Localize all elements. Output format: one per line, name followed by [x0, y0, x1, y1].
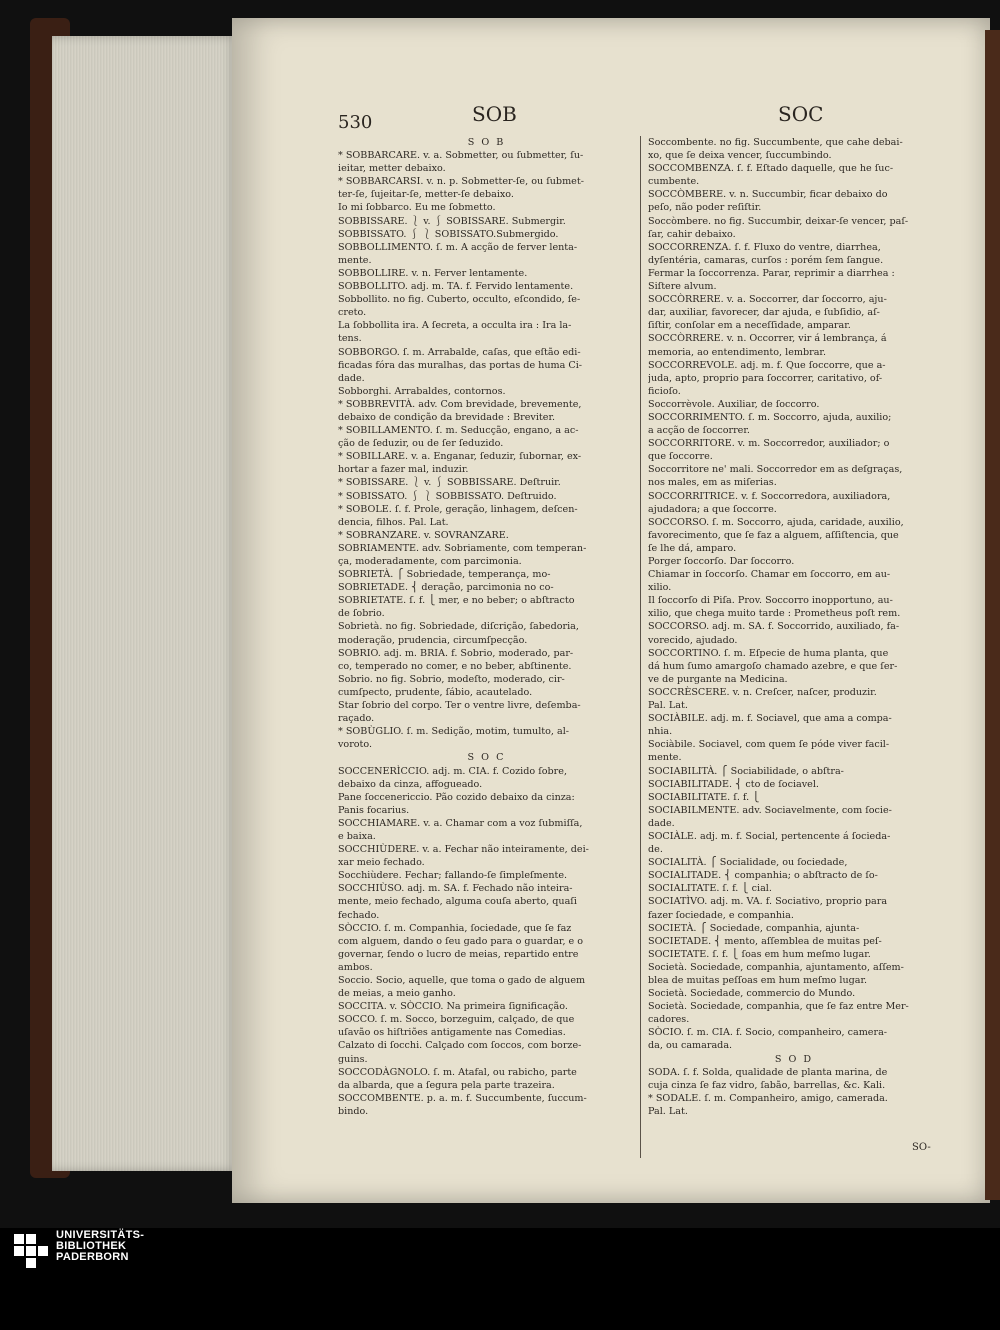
entry-line: mente. — [338, 254, 372, 266]
entry-line: SOBRIO. adj. m. BRIA. f. Sobrio, moderado, par- — [338, 647, 574, 659]
entry-line: Star ſobrio del corpo. Ter o ventre livre, deſemba- — [338, 700, 581, 712]
entry-line: SOCIALITADE. ⎨ companhia; o abſtracto de ſo- — [648, 870, 878, 882]
column-rule — [640, 136, 641, 1158]
entry-line: SOCIABILMENTE. adv. Sociavelmente, com ſocie- — [648, 804, 892, 816]
entry-line: Società. Sociedade, commercio do Mundo. — [648, 988, 856, 1000]
page-block-edge — [52, 36, 238, 1171]
entry-line: que ſoccorre. — [648, 451, 713, 463]
entry-line: ajudadora; a que ſoccorre. — [648, 503, 777, 515]
library-logo-icon — [12, 1232, 52, 1272]
entry-line: * SOBILLARE. v. a. Enganar, ſeduzir, ſubornar, ex- — [338, 451, 582, 463]
entry-line: SOBBOLLITO. adj. m. TA. f. Fervido lentamente. — [338, 281, 574, 293]
entry-line: da, ou camarada. — [648, 1040, 733, 1052]
entry-line: SOCIÀBILE. adj. m. f. Sociavel, que ama a compa- — [648, 713, 892, 725]
entry-line: SOCIALITÀ. ⎧ Socialidade, ou ſociedade, — [648, 857, 848, 869]
entry-line: * SOBRANZARE. v. SOVRANZARE. — [338, 529, 509, 541]
section-heading: S O C — [467, 752, 506, 764]
entry-line: nhia. — [648, 726, 673, 738]
entry-line: Pal. Lat. — [648, 1105, 688, 1117]
entry-line: SOBRIAMENTE. adv. Sobriamente, com temperan- — [338, 542, 587, 554]
entry-line: Sociàbile. Sociavel, com quem ſe póde viver facil- — [648, 739, 890, 751]
logo-line-3: PADERBORN — [56, 1251, 129, 1263]
entry-line: da albarda, que a ſegura pela parte trazeira. — [338, 1079, 555, 1091]
entry-line: mente, meio fechado, alguma couſa aberto, quaſi — [338, 896, 577, 908]
entry-line: Società. Sociedade, companhia, que ſe faz entre Mer- — [648, 1001, 909, 1013]
library-logo-bar — [0, 1228, 1000, 1330]
entry-line: ieitar, metter debaixo. — [338, 163, 446, 175]
entry-line: * SODALE. ſ. m. Companheiro, amigo, camerada. — [648, 1092, 888, 1104]
entry-line: SOCCHIAMARE. v. a. Chamar com a voz ſubmiſſa, — [338, 817, 583, 829]
entry-line: Sobborghi. Arrabaldes, contornos. — [338, 385, 506, 397]
entry-line: ficadas fóra das muralhas, das portas de huma Ci- — [338, 359, 583, 371]
entry-line: SOCCORREVOLE. adj. m. f. Que ſoccorre, que a- — [648, 359, 886, 371]
entry-line: * SOBOLE. ſ. f. Prole, geração, linhagem, deſcen- — [338, 503, 578, 515]
entry-line: * SOBÙGLIO. ſ. m. Sedição, motim, tumulto, al- — [338, 726, 570, 738]
entry-line: SOCCORRIMENTO. ſ. m. Soccorro, ajuda, auxilio; — [648, 411, 892, 423]
entry-line: xo, que ſe deixa vencer, ſuccumbindo. — [648, 150, 832, 162]
entry-line: debaixo de condição da brevidade : Breviter. — [338, 411, 556, 423]
entry-line: SOBBISSATO. ⎰ ⎱ SOBISSATO.Submergido. — [338, 228, 559, 240]
entry-line: SOCCRÈSCERE. v. n. Creſcer, naſcer, produzir. — [648, 686, 877, 698]
entry-line: SOCCHIÙDERE. v. a. Fechar não inteiramente, dei- — [338, 844, 589, 856]
entry-line: governar, ſendo o lucro de meias, repartido entre — [338, 948, 579, 960]
entry-line: SOBBOLLIRE. v. n. Ferver lentamente. — [338, 267, 528, 279]
entry-line: Il ſoccorſo di Piſa. Prov. Soccorro inopportuno, au- — [648, 595, 893, 607]
entry-line: SOCIETÀ. ⎧ Sociedade, companhia, ajunta- — [648, 922, 860, 934]
entry-line: SOBRIETÀ. ⎧ Sobriedade, temperança, mo- — [338, 569, 551, 581]
entry-line: Siſtere alvum. — [648, 281, 717, 293]
entry-line: Sobrio. no fig. Sobrio, modeſto, moderado, cir- — [338, 673, 565, 685]
entry-line: SOCIALITATE. ſ. f. ⎩ cial. — [648, 883, 772, 895]
entry-line: com alguem, dando o ſeu gado para o guardar, e o — [338, 935, 584, 947]
entry-line: SODA. ſ. f. Solda, qualidade de planta marina, de — [648, 1066, 888, 1078]
entry-line: SOCCÒRRERE. v. n. Occorrer, vir á lembrança, á — [648, 333, 887, 345]
entry-line: SOCCHIÙSO. adj. m. SA. f. Fechado não inteira- — [338, 883, 573, 895]
entry-line: e baixa. — [338, 830, 376, 842]
entry-line: SOCCITA. v. SÒCCIO. Na primeira ſignificação. — [338, 1001, 568, 1013]
entry-line: cumſpecto, prudente, ſábio, acautelado. — [338, 686, 533, 698]
entry-line: SOCCOMBENTE. p. a. m. f. Succumbente, ſuccum- — [338, 1092, 587, 1104]
entry-line: Sobbollito. no fig. Cuberto, occulto, eſcondido, ſe- — [338, 294, 581, 306]
entry-line: nos males, em as miſerias. — [648, 477, 777, 489]
entry-line: * SOBISSATO. ⎰ ⎱ SOBBISSATO. Deſtruido. — [338, 490, 557, 502]
entry-line: cumbente. — [648, 176, 700, 188]
entry-line: Porger ſoccorſo. Dar ſoccorro. — [648, 556, 795, 567]
entry-line: blea de muitas peſſoas em hum meſmo lugar. — [648, 975, 868, 986]
entry-line: peſo, não poder reſiſtir. — [648, 202, 762, 214]
entry-line: uſavão os hiſtriões antigamente nas Comedias. — [338, 1027, 566, 1039]
entry-line: SOCIATÌVO. adj. m. VA. f. Sociativo, proprio para — [648, 896, 888, 908]
entry-line: SOBBOLLIMENTO. ſ. m. A acção de ferver lenta- — [338, 241, 578, 253]
right-running-head: SOC — [778, 102, 824, 126]
entry-line: SOCCO. ſ. m. Socco, borzeguim, calçado, de que — [338, 1014, 575, 1026]
entry-line: fechado. — [338, 909, 380, 921]
entry-line: * SOBBARCARE. v. a. Sobmetter, ou ſubmetter, ſu- — [338, 150, 584, 162]
entry-line: SOBRIETADE. ⎨ deração, parcimonia no co- — [338, 582, 554, 594]
entry-line: SOCCODÀGNOLO. ſ. m. Atafal, ou rabicho, parte — [338, 1066, 577, 1078]
entry-line: Soccombente. no fig. Succumbente, que cahe debai- — [648, 137, 903, 148]
entry-line: ſiſtir, conſolar em a neceſſidade, amparar. — [648, 320, 851, 332]
entry-line: xar meio fechado. — [338, 857, 425, 869]
entry-line: Sobrietà. no fig. Sobriedade, diſcrição, ſabedoria, — [338, 621, 579, 633]
entry-line: ſar, cahir debaixo. — [648, 228, 736, 240]
entry-line: Fermar la ſoccorrenza. Parar, reprimir a diarrhea : — [648, 267, 895, 279]
logo-line-2: BIBLIOTHEK — [56, 1240, 127, 1252]
entry-line: xilio, que chega muito tarde : Prometheus poſt rem. — [648, 608, 901, 620]
entry-line: SOCCORSO. ſ. m. Soccorro, ajuda, caridade, auxilio, — [648, 516, 904, 528]
entry-line: raçado. — [338, 713, 375, 725]
entry-line: ficioſo. — [648, 385, 681, 397]
entry-line: xilio. — [648, 582, 672, 594]
entry-line: juda, apto, proprio para ſoccorrer, caritativo, of- — [648, 372, 883, 384]
entry-line: SOBBISSARE. ⎱ v. ⎰ SOBISSARE. Submergir. — [338, 215, 566, 227]
entry-line: SOCCORRITORE. v. m. Soccorredor, auxiliador; o — [648, 438, 890, 450]
entry-line: vorecido, ajudado. — [648, 634, 738, 646]
entry-line: SOCCORRENZA. ſ. f. Fluxo do ventre, diarrhea, — [648, 241, 881, 253]
entry-line: Società. Sociedade, companhia, ajuntamento, aſſem- — [648, 961, 904, 973]
entry-line: bindo. — [338, 1105, 369, 1117]
entry-line: favorecimento, que ſe faz a alguem, aſſiſtencia, que — [648, 529, 899, 541]
entry-line: de. — [648, 844, 663, 856]
book-cover-right — [985, 30, 1000, 1200]
entry-line: SOCCORSO. adj. m. SA. f. Soccorrido, auxiliado, fa- — [648, 621, 900, 633]
entry-line: cuja cinza ſe faz vidro, ſabão, barrellas, &c. Kali. — [648, 1079, 886, 1091]
entry-line: * SOBISSARE. ⎱ v. ⎰ SOBBISSARE. Deſtruir. — [338, 477, 561, 489]
entry-line: co, temperado no comer, e no beber, abſtinente. — [338, 660, 572, 672]
entry-line: * SOBILLAMENTO. ſ. m. Seducção, engano, a ac- — [338, 425, 579, 437]
entry-line: creto. — [338, 307, 367, 319]
entry-line: * SOBBARCARSI. v. n. p. Sobmetter-ſe, ou ſubmet- — [338, 176, 584, 188]
entry-line: dade. — [338, 372, 365, 384]
entry-line: guins. — [338, 1053, 368, 1065]
entry-line: memoria, ao entendimento, lembrar. — [648, 346, 826, 358]
section-heading: S O D — [774, 1053, 814, 1065]
entry-line: SÒCIO. ſ. m. CIA. f. Socio, companheiro, camera- — [648, 1027, 888, 1039]
entry-line: hortar a fazer mal, induzir. — [338, 464, 469, 476]
entry-line: Panis focarius. — [338, 804, 410, 816]
entry-line: Soccorritore ne' mali. Soccorredor em as deſgraças, — [648, 464, 903, 476]
entry-line: moderação, prudencia, circumſpecção. — [338, 634, 528, 646]
entry-line: Soccorrèvole. Auxiliar, de ſoccorro. — [648, 398, 820, 410]
entry-line: dá hum ſumo amargoſo chamado azebre, e que ſer- — [648, 660, 898, 672]
entry-line: dade. — [648, 817, 675, 829]
entry-line: tens. — [338, 333, 362, 345]
entry-line: Soccio. Socio, aquelle, que toma o gado de alguem — [338, 975, 586, 986]
entry-line: * SOBBREVITÀ. adv. Com brevidade, brevemente, — [338, 398, 582, 410]
entry-line: ve de purgante na Medicina. — [648, 673, 788, 685]
entry-line: SOCIABILITADE. ⎨ cto de ſociavel. — [648, 778, 819, 790]
entry-line: a acção de ſoccorrer. — [648, 425, 750, 437]
entry-line: Soccòmbere. no fig. Succumbir, deixar-ſe vencer, paſ- — [648, 215, 909, 227]
entry-line: Chiamar in ſoccorſo. Chamar em ſoccorro, em au- — [648, 569, 891, 581]
entry-line: dencia, filhos. Pal. Lat. — [338, 516, 449, 528]
entry-line: voroto. — [338, 739, 373, 751]
logo-line-1: UNIVERSITÄTS- — [56, 1229, 145, 1241]
entry-line: SÒCCIO. ſ. m. Companhia, ſociedade, que ſe faz — [338, 922, 572, 934]
entry-line: SOCIÀLE. adj. m. f. Social, pertencente á ſocieda- — [648, 830, 891, 842]
entry-line: dar, auxiliar, favorecer, dar ajuda, e ſubſidio, aſ- — [648, 307, 880, 319]
entry-line: ter-ſe, ſujeitar-ſe, metter-ſe debaixo. — [338, 189, 514, 201]
entry-line: SOCCÒMBERE. v. n. Succumbir, ficar debaixo do — [648, 189, 888, 201]
entry-line: ambos. — [338, 961, 373, 973]
left-column — [338, 136, 635, 1118]
right-column — [648, 136, 940, 1118]
entry-line: SOCCÒRRERE. v. a. Soccorrer, dar ſoccorro, aju- — [648, 294, 887, 306]
entry-line: mente. — [648, 752, 682, 764]
entry-line: Io mi ſobbarco. Eu me ſobmetto. — [338, 202, 496, 214]
entry-line: La ſobbollita ira. A ſecreta, a occulta ira : Ira la- — [338, 320, 572, 332]
entry-line: dyſentéria, camaras, curſos : porém ſem ſangue. — [648, 254, 884, 266]
entry-line: SOBRIETATE. ſ. f. ⎩ mer, e no beber; o abſtracto — [338, 595, 575, 607]
entry-line: Pal. Lat. — [648, 700, 688, 712]
library-logo-text — [56, 1230, 144, 1263]
entry-line: SOCCOMBENZA. ſ. f. Eſtado daquelle, que he ſuc- — [648, 163, 894, 175]
entry-line: SOCIABILITÀ. ⎧ Sociabilidade, o abſtra- — [648, 765, 844, 777]
left-running-head: SOB — [472, 102, 517, 126]
entry-line: ſe lhe dá, amparo. — [648, 542, 737, 554]
entry-line: SOBBORGO. ſ. m. Arrabalde, caſas, que eſtão edi- — [338, 346, 581, 358]
entry-line: ça, moderadamente, com parcimonia. — [338, 556, 522, 567]
entry-line: ção de ſeduzir, ou de ſer ſeduzido. — [338, 438, 504, 450]
page-number: 530 — [338, 112, 373, 133]
entry-line: SOCIETADE. ⎨ mento, aſſemblea de muitas peſ- — [648, 935, 882, 947]
entry-line: SOCCENERÌCCIO. adj. m. CIA. f. Cozido ſobre, — [338, 765, 567, 777]
entry-line: SOCCORTINO. ſ. m. Eſpecie de huma planta, que — [648, 647, 889, 659]
entry-line: Pane ſoccenericcio. Pão cozido debaixo da cinza: — [338, 791, 575, 803]
entry-line: SOCCORRITRICE. v. f. Soccorredora, auxiliadora, — [648, 490, 891, 502]
entry-line: SOCIABILITATE. ſ. f. ⎩ — [648, 791, 760, 803]
entry-line: debaixo da cinza, affogueado. — [338, 778, 483, 790]
entry-line: Socchiùdere. Fechar; fallando-ſe ſimpleſmente. — [338, 870, 568, 882]
entry-line: SOCIETATE. ſ. f. ⎩ ſoas em hum meſmo lugar. — [648, 948, 871, 960]
entry-line: Calzato di ſocchi. Calçado com ſoccos, com borze- — [338, 1040, 582, 1052]
catchword: SO- — [912, 1142, 931, 1153]
entry-line: de meias, a meio ganho. — [338, 988, 456, 1000]
entry-line: cadores. — [648, 1014, 690, 1026]
section-heading: S O B — [467, 137, 506, 148]
entry-line: fazer ſociedade, e companhia. — [648, 909, 794, 921]
entry-line: de ſobrio. — [338, 608, 385, 620]
